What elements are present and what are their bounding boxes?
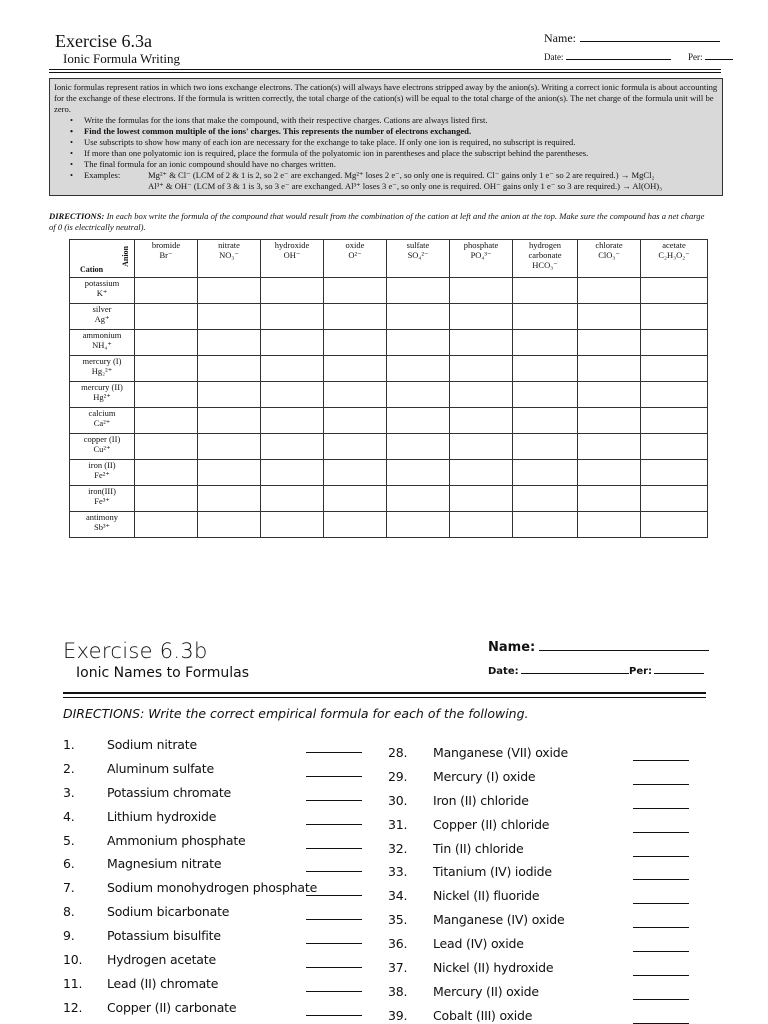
question-number: 39. [388, 1008, 408, 1023]
compound-name: Tin (II) chloride [433, 841, 524, 856]
anion-formula: O²⁻ [348, 250, 362, 260]
cation-row [70, 382, 708, 408]
formula-answer-cell[interactable] [324, 486, 387, 512]
anion-column-header [387, 240, 450, 278]
anion-column-header [641, 240, 708, 278]
formula-answer-cell[interactable] [324, 278, 387, 304]
cation-formula: Hg₂²⁺ [91, 365, 113, 376]
name-label: Name: [544, 31, 576, 45]
compound-name: Mercury (I) oxide [433, 769, 536, 784]
formula-answer-cell[interactable] [387, 512, 450, 538]
answer-blank[interactable] [306, 870, 362, 872]
anion-name: sulfate [406, 240, 430, 250]
examples: • Examples: Mg²⁺ & Cl⁻ (LCM of 2 & 1 is 2, so 2 e⁻ are exchanged. Mg²⁺ loses 2 e⁻, so only one is required. Cl⁻ gains only 1 e⁻ so 2 are required.) → MgCl₂ Al³⁺ & OH⁻ (LCM of 3 & 1 is 3, so 3 e⁻ are exchanged. Al³⁺ loses 3 e⁻, so only one is required. OH⁻ gains only 1 e⁻ so 3 are required.) → Al(OH)₃ [54, 170, 718, 192]
anion-formula: PO₄³⁻ [470, 250, 492, 260]
formula-answer-cell[interactable] [135, 486, 198, 512]
answer-blank[interactable] [633, 950, 689, 952]
formula-answer-cell[interactable] [198, 460, 261, 486]
cation-label [70, 278, 135, 304]
question-number: 37. [388, 960, 408, 975]
cation-row [70, 278, 708, 304]
formula-answer-cell[interactable] [387, 330, 450, 356]
question-number: 30. [388, 793, 408, 808]
formula-answer-cell[interactable] [387, 486, 450, 512]
formula-answer-cell[interactable] [513, 434, 578, 460]
instruction-item: • Find the lowest common multiple of the ions' charges. This represents the number of electrons exchanged. [70, 126, 718, 137]
formula-answer-cell[interactable] [450, 330, 513, 356]
formula-answer-cell[interactable] [578, 330, 641, 356]
formula-answer-cell[interactable] [450, 408, 513, 434]
cation-row [70, 330, 708, 356]
example-1: Mg²⁺ & Cl⁻ (LCM of 2 & 1 is 2, so 2 e⁻ are exchanged. Mg²⁺ loses 2 e⁻, so only one is required. Cl⁻ gains only 1 e⁻ so 2 are required.) → MgCl₂ [148, 170, 655, 180]
question-number: 6. [63, 856, 75, 871]
cation-formula: NH₄⁺ [92, 339, 112, 350]
cation-label [70, 382, 135, 408]
formula-answer-cell[interactable] [324, 382, 387, 408]
cation-name: iron (II) [88, 460, 116, 470]
intro-paragraph: Ionic formulas represent ratios in which two ions exchange electrons. The cation(s) will always have electrons stripped away by the anion(s). Writing a correct ionic formula is about accounting for the exchange of these electrons. If the formula is written correctly, the total charge of the cation(s) will be equal to the total charge of the anion(s). The net charge of the formula unit will be zero. [54, 82, 718, 114]
answer-blank[interactable] [633, 974, 689, 976]
formula-answer-cell[interactable] [578, 512, 641, 538]
compound-name: Potassium chromate [107, 785, 232, 800]
compound-name: Sodium nitrate [107, 737, 197, 752]
compound-name: Iron (II) chloride [433, 793, 529, 808]
compound-name: Magnesium nitrate [107, 856, 222, 871]
anion-column-header [578, 240, 641, 278]
instruction-item: • If more than one polyatomic ion is required, place the formula of the polyatomic ion in parentheses and place the subscript behind the parentheses. [70, 148, 718, 159]
compound-name: Potassium bisulfite [107, 928, 221, 943]
answer-blank[interactable] [633, 807, 689, 809]
formula-answer-cell[interactable] [198, 382, 261, 408]
question-number: 38. [388, 984, 408, 999]
anion-name: oxide [345, 240, 365, 250]
compound-name: Copper (II) carbonate [107, 1000, 237, 1015]
formula-answer-cell[interactable] [450, 382, 513, 408]
question-number: 9. [63, 928, 75, 943]
answer-blank[interactable] [633, 902, 689, 904]
cation-row [70, 356, 708, 382]
cation-label [70, 356, 135, 382]
answer-blank[interactable] [306, 966, 362, 968]
question-number: 5. [63, 833, 75, 848]
compound-name: Titanium (IV) iodide [433, 864, 552, 879]
cation-row [70, 408, 708, 434]
cation-label [70, 434, 135, 460]
compound-name: Manganese (VII) oxide [433, 745, 568, 760]
formula-answer-cell[interactable] [387, 278, 450, 304]
anion-formula: HCO₃⁻ [532, 260, 558, 270]
answer-blank[interactable] [306, 894, 362, 896]
examples-label: Examples: [84, 170, 121, 180]
answer-blank[interactable] [633, 759, 689, 761]
cation-row [70, 460, 708, 486]
formula-answer-cell[interactable] [261, 434, 324, 460]
compound-name: Manganese (IV) oxide [433, 912, 565, 927]
question-number: 36. [388, 936, 408, 951]
answer-blank[interactable] [306, 918, 362, 920]
instructions-box [49, 78, 723, 196]
cation-formula: K⁺ [96, 287, 108, 298]
period-label: Per: [629, 666, 653, 677]
formula-answer-cell[interactable] [198, 512, 261, 538]
answer-blank[interactable] [633, 926, 689, 928]
compound-name: Ammonium phosphate [107, 833, 246, 848]
cation-header: Cation [80, 265, 104, 274]
formula-answer-cell[interactable] [261, 304, 324, 330]
cation-label [70, 460, 135, 486]
formula-answer-cell[interactable] [387, 434, 450, 460]
date-label: Date: [488, 666, 519, 677]
example-2: Al³⁺ & OH⁻ (LCM of 3 & 1 is 3, so 3 e⁻ are exchanged. Al³⁺ loses 3 e⁻, so only one is required. OH⁻ gains only 1 e⁻ so 3 are required.) → Al(OH)₃ [148, 181, 663, 191]
question-number: 1. [63, 737, 75, 752]
compound-name: Lithium hydroxide [107, 809, 217, 824]
date-field-a[interactable] [544, 52, 671, 62]
formula-answer-cell[interactable] [450, 512, 513, 538]
formula-answer-cell[interactable] [261, 460, 324, 486]
formula-answer-cell[interactable] [450, 460, 513, 486]
answer-blank[interactable] [306, 823, 362, 825]
cation-name: mercury (I) [82, 356, 122, 366]
name-field-a[interactable] [544, 31, 720, 46]
anion-header: Anion [121, 246, 130, 267]
cation-formula: Fe³⁺ [94, 495, 110, 506]
exercise-b-title: Exercise 6.3b [63, 639, 208, 663]
anion-column-header [450, 240, 513, 278]
compound-name: Hydrogen acetate [107, 952, 216, 967]
answer-blank[interactable] [633, 998, 689, 1000]
formula-answer-cell[interactable] [450, 278, 513, 304]
formula-answer-cell[interactable] [641, 486, 708, 512]
cation-label [70, 330, 135, 356]
formula-answer-cell[interactable] [450, 486, 513, 512]
formula-answer-cell[interactable] [641, 356, 708, 382]
directions-label: DIRECTIONS: [49, 211, 105, 221]
formula-answer-cell[interactable] [578, 486, 641, 512]
answer-blank[interactable] [633, 783, 689, 785]
cation-label [70, 408, 135, 434]
formula-answer-cell[interactable] [261, 382, 324, 408]
cation-name: antimony [85, 512, 119, 522]
cation-name: calcium [88, 408, 116, 418]
exercise-a-title: Exercise 6.3a [55, 31, 152, 51]
question-number: 28. [388, 745, 408, 760]
formula-answer-cell[interactable] [450, 304, 513, 330]
period-field-b[interactable] [629, 666, 704, 677]
cation-row [70, 434, 708, 460]
formula-answer-cell[interactable] [135, 330, 198, 356]
anion-name: hydroxide [274, 240, 310, 250]
formula-answer-cell[interactable] [641, 330, 708, 356]
formula-answer-cell[interactable] [324, 512, 387, 538]
anion-name: acetate [662, 240, 686, 250]
exercise-b-subtitle: Ionic Names to Formulas [76, 665, 250, 681]
formula-answer-cell[interactable] [641, 278, 708, 304]
anion-formula: SO₄²⁻ [407, 250, 429, 260]
formula-answer-cell[interactable] [198, 486, 261, 512]
question-number: 32. [388, 841, 408, 856]
anion-name: hydrogen carbonate [528, 240, 562, 260]
formula-answer-cell[interactable] [324, 356, 387, 382]
anion-name: bromide [151, 240, 181, 250]
formula-answer-cell[interactable] [513, 512, 578, 538]
formula-answer-cell[interactable] [198, 304, 261, 330]
header-divider [63, 697, 706, 698]
formula-answer-cell[interactable] [641, 382, 708, 408]
formula-answer-cell[interactable] [261, 486, 324, 512]
formula-answer-cell[interactable] [641, 408, 708, 434]
anion-formula: Br⁻ [159, 250, 173, 260]
formula-answer-cell[interactable] [261, 512, 324, 538]
formula-answer-cell[interactable] [324, 408, 387, 434]
answer-blank[interactable] [306, 751, 362, 753]
cation-name: mercury (II) [81, 382, 123, 392]
compound-name: Lead (II) chromate [107, 976, 219, 991]
formula-answer-cell[interactable] [513, 460, 578, 486]
anion-formula: NO₃⁻ [219, 250, 239, 260]
question-number: 31. [388, 817, 408, 832]
formula-answer-cell[interactable] [513, 330, 578, 356]
header-divider [49, 69, 721, 70]
formula-answer-cell[interactable] [198, 408, 261, 434]
compound-name: Sodium monohydrogen phosphate [107, 880, 318, 895]
formula-answer-cell[interactable] [450, 356, 513, 382]
formula-answer-cell[interactable] [261, 330, 324, 356]
cation-formula: Sb³⁺ [93, 521, 110, 532]
question-number: 29. [388, 769, 408, 784]
cation-formula: Fe²⁺ [94, 469, 110, 480]
compound-name: Nickel (II) hydroxide [433, 960, 554, 975]
answer-blank[interactable] [633, 831, 689, 833]
anion-formula: OH⁻ [283, 250, 301, 260]
formula-answer-cell[interactable] [387, 304, 450, 330]
cation-label [70, 512, 135, 538]
instruction-list [54, 115, 718, 170]
question-number: 8. [63, 904, 75, 919]
formula-answer-cell[interactable] [198, 278, 261, 304]
instruction-item: • Write the formulas for the ions that make the compound, with their respective charges. Cations are always listed first. [70, 115, 718, 126]
answer-blank[interactable] [306, 990, 362, 992]
header-divider [63, 692, 706, 694]
question-number: 11. [63, 976, 83, 991]
cation-name: potassium [84, 278, 120, 288]
answer-blank[interactable] [306, 942, 362, 944]
formula-answer-cell[interactable] [135, 460, 198, 486]
cation-name: silver [92, 304, 112, 314]
question-number: 34. [388, 888, 408, 903]
anion-column-header [261, 240, 324, 278]
cation-row [70, 512, 708, 538]
compound-name: Nickel (II) fluoride [433, 888, 540, 903]
date-label: Date: [544, 52, 564, 62]
formula-answer-cell[interactable] [513, 304, 578, 330]
grid-corner-header [70, 240, 135, 278]
formula-answer-cell[interactable] [578, 356, 641, 382]
formula-answer-cell[interactable] [324, 330, 387, 356]
anion-name: chlorate [595, 240, 623, 250]
cation-formula: Ag⁺ [94, 313, 110, 324]
formula-answer-cell[interactable] [135, 408, 198, 434]
question-number: 35. [388, 912, 408, 927]
formula-answer-cell[interactable] [324, 434, 387, 460]
formula-answer-cell[interactable] [578, 382, 641, 408]
formula-answer-cell[interactable] [513, 278, 578, 304]
answer-blank[interactable] [306, 847, 362, 849]
question-number: 7. [63, 880, 75, 895]
cation-formula: Cu²⁺ [93, 443, 111, 454]
cation-row [70, 304, 708, 330]
formula-answer-cell[interactable] [387, 408, 450, 434]
ionic-formula-grid [69, 239, 708, 538]
formula-answer-cell[interactable] [513, 486, 578, 512]
anion-name: nitrate [218, 240, 240, 250]
cation-name: iron(III) [88, 486, 116, 496]
formula-answer-cell[interactable] [387, 382, 450, 408]
formula-answer-cell[interactable] [261, 278, 324, 304]
cation-name: copper (II) [83, 434, 121, 444]
formula-answer-cell[interactable] [578, 278, 641, 304]
formula-answer-cell[interactable] [450, 434, 513, 460]
formula-answer-cell[interactable] [198, 330, 261, 356]
formula-answer-cell[interactable] [324, 304, 387, 330]
formula-answer-cell[interactable] [641, 512, 708, 538]
formula-answer-cell[interactable] [198, 356, 261, 382]
name-field-b[interactable] [488, 640, 709, 655]
answer-blank[interactable] [306, 799, 362, 801]
formula-answer-cell[interactable] [641, 460, 708, 486]
question-number: 12. [63, 1000, 83, 1015]
formula-answer-cell[interactable] [135, 304, 198, 330]
compound-name: Cobalt (III) oxide [433, 1008, 533, 1023]
period-label: Per: [688, 52, 703, 62]
formula-answer-cell[interactable] [135, 434, 198, 460]
formula-answer-cell[interactable] [261, 408, 324, 434]
formula-answer-cell[interactable] [135, 356, 198, 382]
header-divider [49, 72, 721, 73]
anion-column-header [135, 240, 198, 278]
formula-answer-cell[interactable] [135, 278, 198, 304]
formula-answer-cell[interactable] [198, 434, 261, 460]
cation-row [70, 486, 708, 512]
compound-name: Aluminum sulfate [107, 761, 214, 776]
cation-label [70, 486, 135, 512]
answer-blank[interactable] [633, 878, 689, 880]
cation-label [70, 304, 135, 330]
formula-answer-cell[interactable] [324, 460, 387, 486]
cation-formula: Hg²⁺ [93, 391, 111, 402]
directions-a [49, 211, 713, 233]
anion-column-header [513, 240, 578, 278]
formula-answer-cell[interactable] [261, 356, 324, 382]
question-number: 4. [63, 809, 75, 824]
anion-column-header [198, 240, 261, 278]
name-label: Name: [488, 640, 536, 655]
anion-formula: ClO₃⁻ [598, 250, 620, 260]
answer-blank[interactable] [306, 1014, 362, 1016]
formula-answer-cell[interactable] [641, 304, 708, 330]
formula-answer-cell[interactable] [135, 512, 198, 538]
anion-formula: C₂H₃O₂⁻ [658, 250, 690, 260]
cation-name: ammonium [82, 330, 122, 340]
question-number: 3. [63, 785, 75, 800]
compound-name: Lead (IV) oxide [433, 936, 524, 951]
cation-formula: Ca²⁺ [93, 417, 111, 428]
compound-name: Copper (II) chloride [433, 817, 550, 832]
compound-name: Sodium bicarbonate [107, 904, 230, 919]
anion-column-header [324, 240, 387, 278]
compound-name: Mercury (II) oxide [433, 984, 539, 999]
anion-name: phosphate [463, 240, 499, 250]
formula-answer-cell[interactable] [387, 356, 450, 382]
instruction-item: • The final formula for an ionic compound should have no charges written. [70, 159, 718, 170]
question-number: 33. [388, 864, 408, 879]
directions-text: In each box write the formula of the compound that would result from the combination of the cation at left and the anion at the top. Make sure the compound has a net charge of 0 (is electrically neutral). [49, 211, 705, 232]
formula-answer-cell[interactable] [578, 460, 641, 486]
formula-answer-cell[interactable] [641, 434, 708, 460]
question-number: 10. [63, 952, 83, 967]
formula-answer-cell[interactable] [578, 408, 641, 434]
formula-answer-cell[interactable] [513, 356, 578, 382]
formula-answer-cell[interactable] [513, 382, 578, 408]
instruction-item: • Use subscripts to show how many of each ion are necessary for the exchange to take place. If only one ion is required, no subscript is required. [70, 137, 718, 148]
date-field-b[interactable] [488, 666, 629, 677]
formula-answer-cell[interactable] [513, 408, 578, 434]
formula-answer-cell[interactable] [387, 460, 450, 486]
answer-blank[interactable] [633, 855, 689, 857]
directions-b: DIRECTIONS: Write the correct empirical formula for each of the following. [63, 706, 529, 721]
formula-answer-cell[interactable] [578, 434, 641, 460]
exercise-a-subtitle: Ionic Formula Writing [63, 51, 180, 66]
formula-answer-cell[interactable] [135, 382, 198, 408]
answer-blank[interactable] [306, 775, 362, 777]
question-number: 2. [63, 761, 75, 776]
formula-answer-cell[interactable] [578, 304, 641, 330]
period-field-a[interactable] [688, 52, 733, 62]
